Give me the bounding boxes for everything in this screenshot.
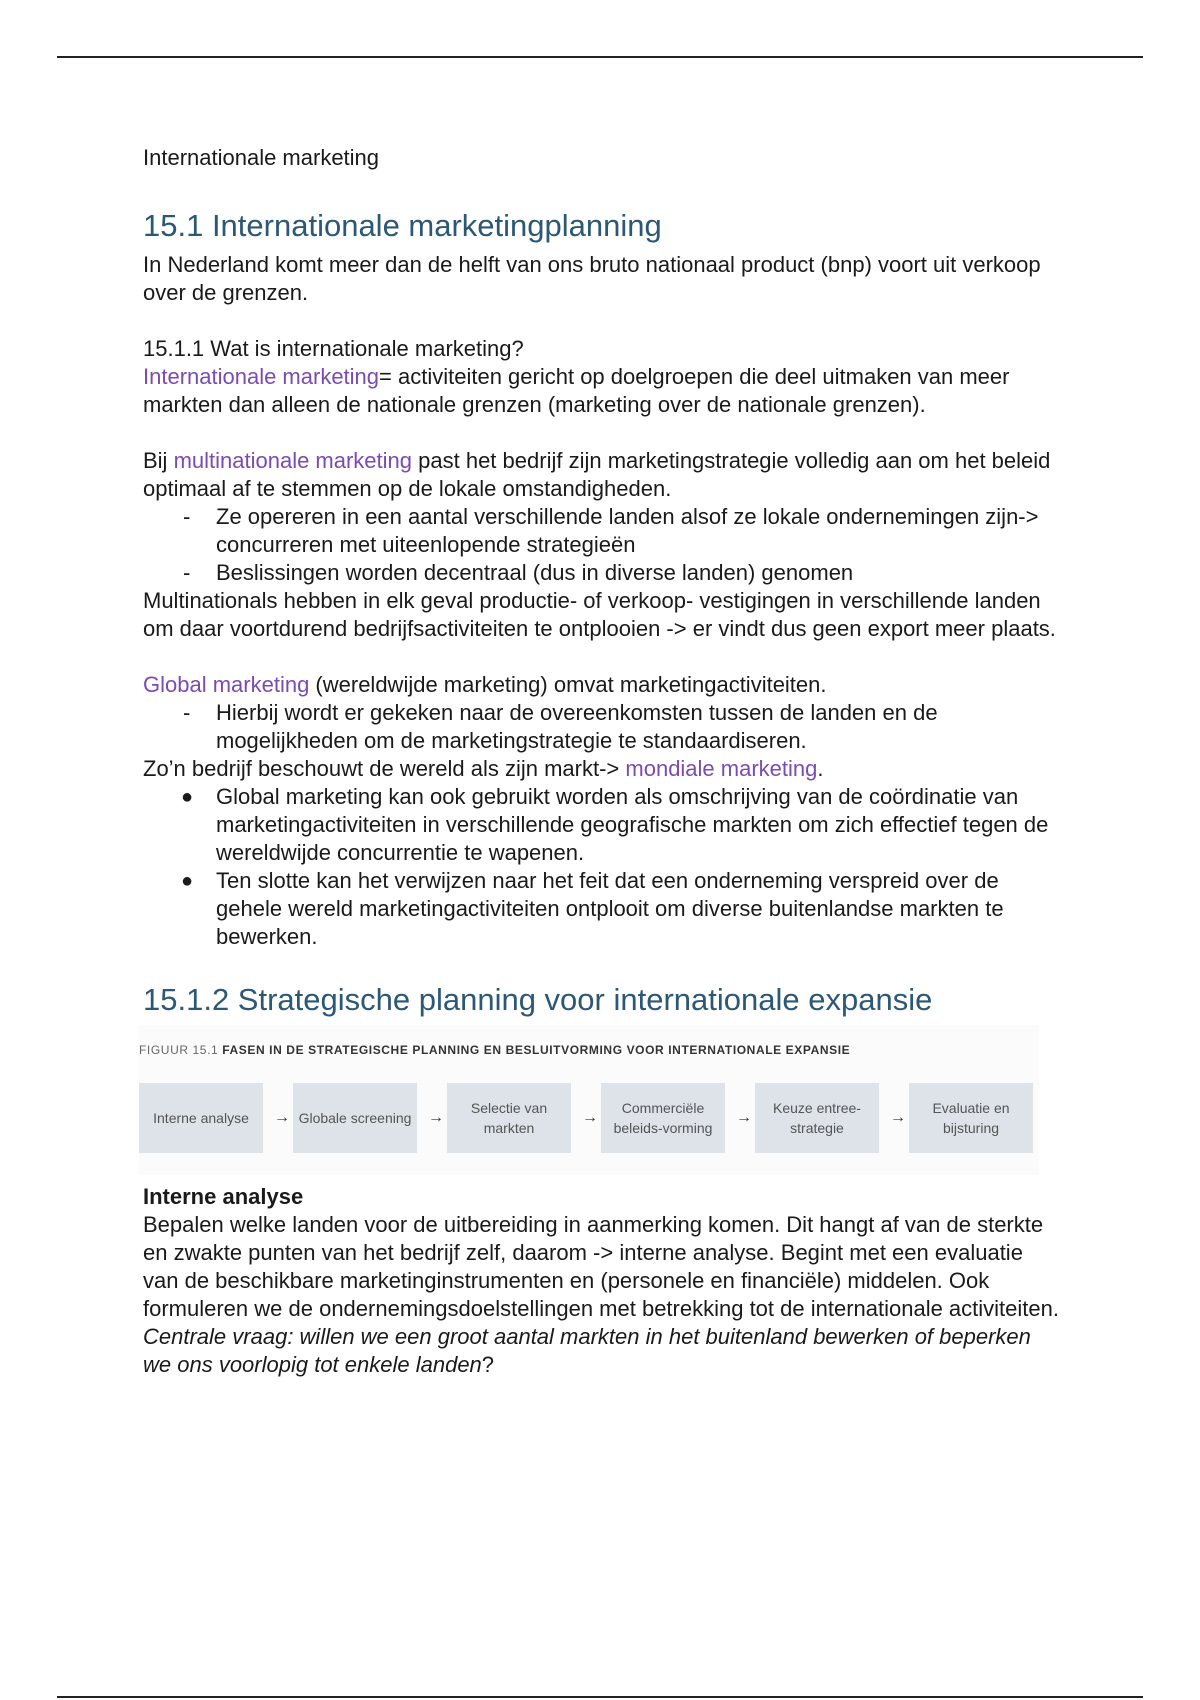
arrow-right-icon: →: [736, 1109, 752, 1126]
multinational-paragraph: Bij multinationale marketing past het bedrijf zijn marketingstrategie volledig aan om het beleid optimaal af te stemmen op de lokale omstandigheden.: [143, 448, 1051, 501]
interne-analyse-heading: Interne analyse: [143, 1184, 304, 1209]
step-globale-screening: Globale screening: [293, 1083, 417, 1153]
interne-analyse-paragraph: Bepalen welke landen voor de uitbereiding in aanmerking komen. Dit hangt af van de sterkte en zwakte punten van het bedrijf zelf, daarom -> interne analyse. Begint met een evaluatie van de beschikbare marketinginstrumenten en (personele en financiële) middelen. Ook formuleren we de ondernemingsdoelstellingen met betrekking tot de internationale activiteiten.: [143, 1212, 1059, 1321]
figure-caption: FIGUUR 15.1 FASEN IN DE STRATEGISCHE PLANNING EN BESLUITVORMING VOOR INTERNATIONALE EXPANSIE: [139, 1043, 851, 1057]
process-flow: [139, 1083, 1039, 1153]
term-multinationale-marketing: multinationale marketing: [173, 448, 413, 473]
central-question: Centrale vraag: willen we een groot aantal markten in het buitenland bewerken of beperken we ons voorlopig tot enkele landen?: [143, 1324, 1031, 1377]
bottom-rule: [57, 1696, 1143, 1698]
subsection-heading-15-1-1: 15.1.1 Wat is internationale marketing?: [143, 336, 524, 361]
list-item: - Hierbij wordt er gekeken naar de overeenkomsten tussen de landen en de mogelijkheden om de marketingstrategie te standaardiseren.: [183, 700, 938, 753]
term-internationale-marketing: Internationale marketing: [143, 364, 380, 389]
definition-paragraph: Internationale marketing= activiteiten gericht op doelgroepen die deel uitmaken van meer markten dan alleen de nationale grenzen (marketing over de nationale grenzen).: [143, 364, 1010, 417]
arrow-right-icon: →: [582, 1109, 598, 1126]
top-rule: [57, 56, 1143, 58]
global-dot-bullets: [143, 783, 1063, 951]
step-evaluatie-bijsturing: Evaluatie en bijsturing: [909, 1083, 1033, 1153]
list-item: ● Ten slotte kan het verwijzen naar het feit dat een onderneming verspreid over de gehele wereld marketingactiviteiten ontplooit om diverse buitenlandse markten te bewerken.: [181, 868, 1004, 949]
step-selectie-markten: Selectie van markten: [447, 1083, 571, 1153]
list-item: ● Global marketing kan ook gebruikt worden als omschrijving van de coördinatie van marketingactiviteiten in verschillende geografische markten om zich effectief tegen de wereldwijde concurrentie te wapenen.: [181, 784, 1049, 865]
arrow-right-icon: →: [274, 1109, 290, 1126]
page-content: [139, 143, 1063, 1379]
step-commerciele-beleidsvorming: Commerciële beleids-vorming: [601, 1083, 725, 1153]
list-item: - Beslissingen worden decentraal (dus in diverse landen) genomen: [183, 560, 854, 585]
document-title: Internationale marketing: [143, 145, 380, 170]
figure-15-1: [139, 1025, 1039, 1175]
mondiale-paragraph: Zo’n bedrijf beschouwt de wereld als zijn markt-> mondiale marketing.: [143, 756, 824, 781]
intro-paragraph: In Nederland komt meer dan de helft van ons bruto nationaal product (bnp) voort uit verkoop over de grenzen.: [143, 252, 1041, 305]
multinational-bullets: [143, 503, 1063, 587]
term-global-marketing: Global marketing: [143, 672, 310, 697]
list-item: - Ze opereren in een aantal verschillende landen alsof ze lokale ondernemingen zijn-> concurreren met uiteenlopende strategieën: [183, 504, 1039, 557]
step-interne-analyse: Interne analyse: [139, 1083, 263, 1153]
global-bullets: [143, 699, 1063, 755]
section-heading-15-1: 15.1 Internationale marketingplanning: [143, 208, 662, 243]
step-keuze-entreestrategie: Keuze entree-strategie: [755, 1083, 879, 1153]
arrow-right-icon: →: [890, 1109, 906, 1126]
arrow-right-icon: →: [428, 1109, 444, 1126]
section-heading-15-1-2: 15.1.2 Strategische planning voor internationale expansie: [143, 982, 933, 1017]
global-paragraph: Global marketing (wereldwijde marketing) omvat marketingactiviteiten.: [143, 672, 827, 697]
multinationals-paragraph: Multinationals hebben in elk geval productie- of verkoop- vestigingen in verschillende landen om daar voortdurend bedrijfsactiviteiten te ontplooien -> er vindt dus geen export meer plaats.: [143, 588, 1056, 641]
term-mondiale-marketing: mondiale marketing: [625, 756, 818, 781]
